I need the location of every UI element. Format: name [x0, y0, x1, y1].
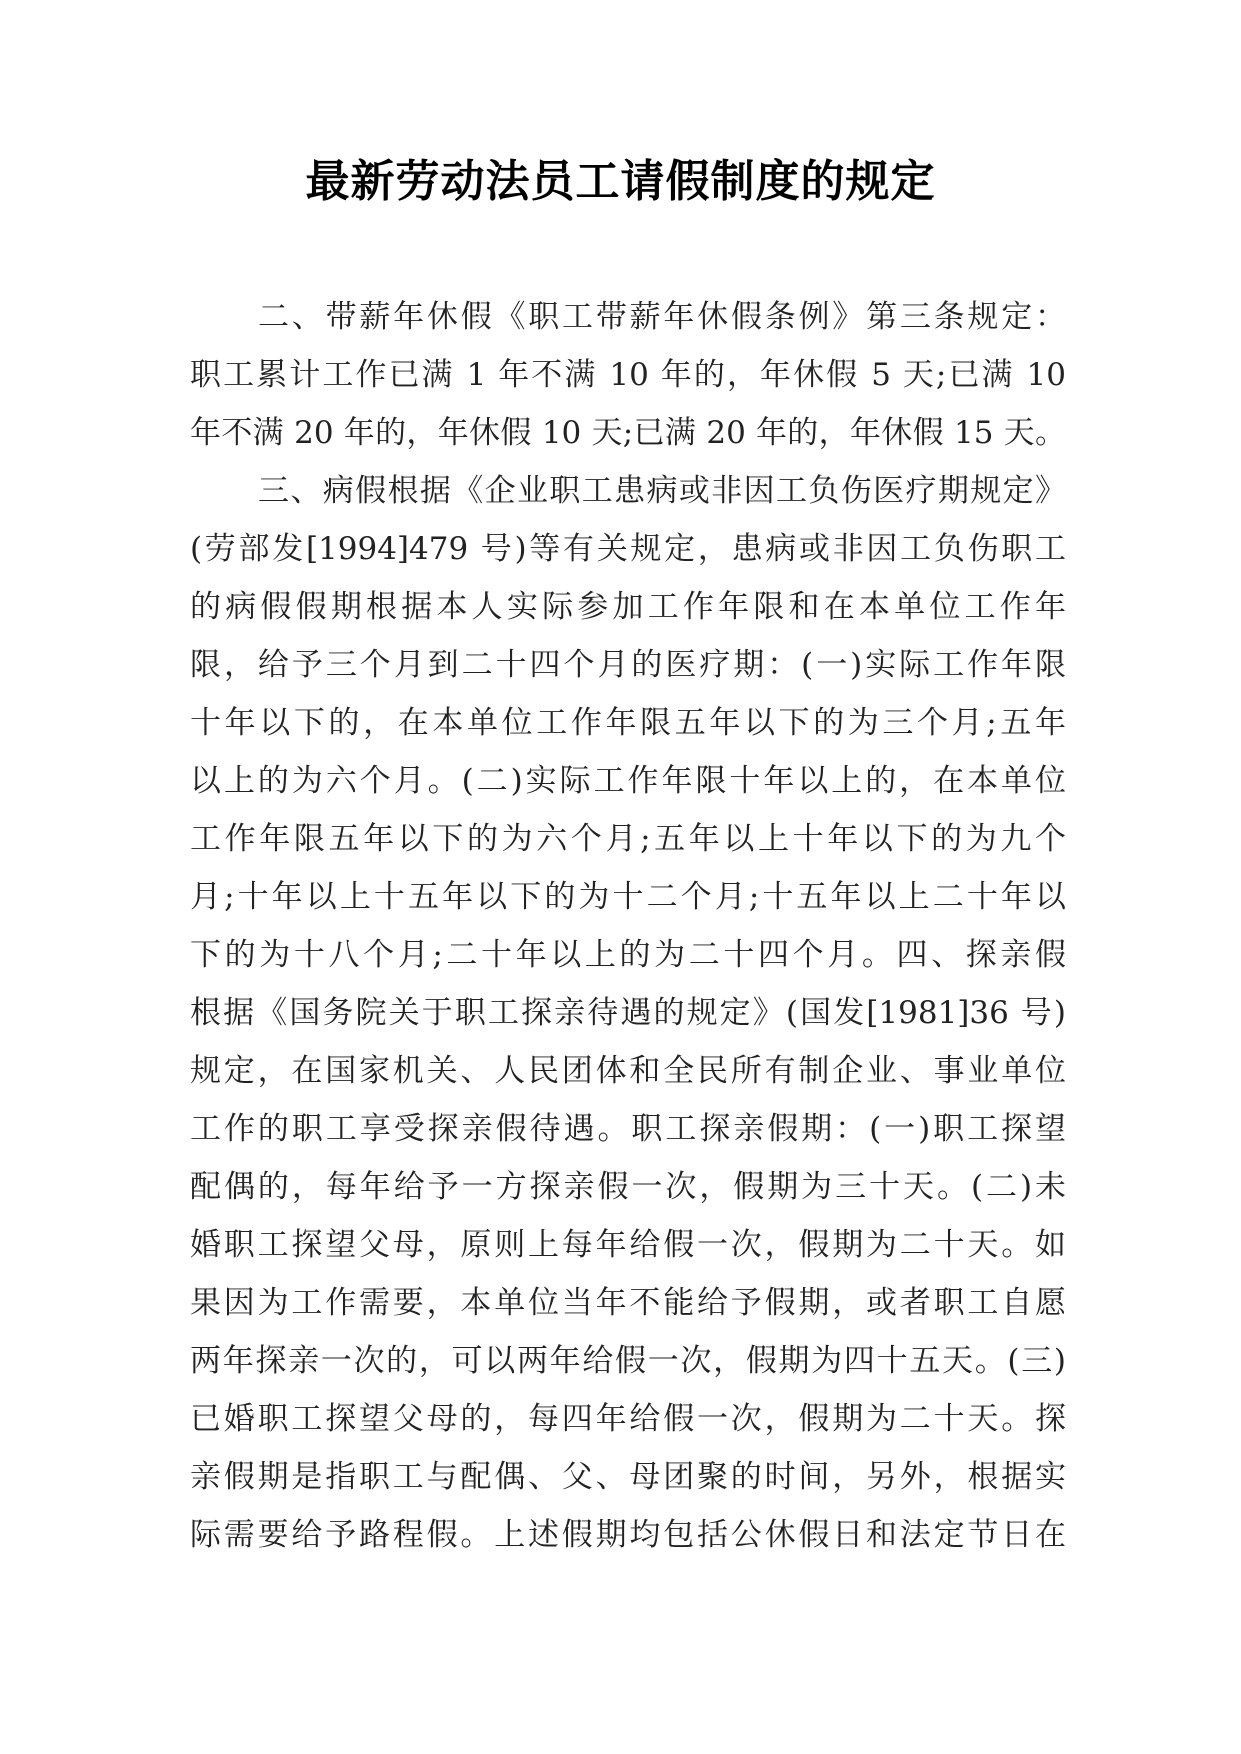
document-body — [190, 288, 1066, 1564]
paragraph-line: 下的为十八个月;二十年以上的为二十四个月。四、探亲假 — [190, 937, 1066, 973]
paragraph-line: 二、带薪年休假《职工带薪年休假条例》第三条规定： — [258, 299, 1066, 335]
paragraph-line: 十年以下的，在本单位工作年限五年以下的为三个月;五年 — [190, 705, 1066, 741]
paragraph-line: 配偶的，每年给予一方探亲假一次，假期为三十天。(二)未 — [190, 1169, 1066, 1205]
paragraph-line: 年不满 20 年的，年休假 10 天;已满 20 年的，年休假 15 天。 — [190, 415, 1066, 451]
paragraph-line: 果因为工作需要，本单位当年不能给予假期，或者职工自愿 — [190, 1285, 1066, 1321]
paragraph-line: 已婚职工探望父母的，每四年给假一次，假期为二十天。探 — [190, 1401, 1066, 1437]
paragraph-line: 月;十年以上十五年以下的为十二个月;十五年以上二十年以 — [190, 879, 1066, 915]
paragraph-line: 工作年限五年以下的为六个月;五年以上十年以下的为九个 — [190, 821, 1066, 857]
paragraph-line: 限，给予三个月到二十四个月的医疗期：(一)实际工作年限 — [190, 647, 1066, 683]
paragraph-line: 根据《国务院关于职工探亲待遇的规定》(国发[1981]36 号) — [190, 995, 1066, 1031]
paragraph-line: 的病假假期根据本人实际参加工作年限和在本单位工作年 — [190, 589, 1066, 625]
paragraph-line: 规定，在国家机关、人民团体和全民所有制企业、事业单位 — [190, 1053, 1066, 1089]
paragraph-line: 职工累计工作已满 1 年不满 10 年的，年休假 5 天;已满 10 — [190, 357, 1066, 393]
paragraph-line: 两年探亲一次的，可以两年给假一次，假期为四十五天。(三) — [190, 1343, 1066, 1379]
paragraph-line: 际需要给予路程假。上述假期均包括公休假日和法定节日在 — [190, 1517, 1066, 1553]
paragraph-line: 工作的职工享受探亲假待遇。职工探亲假期：(一)职工探望 — [190, 1111, 1066, 1147]
paragraph-line: 三、病假根据《企业职工患病或非因工负伤医疗期规定》 — [258, 473, 1066, 509]
paragraph-line: (劳部发[1994]479 号)等有关规定，患病或非因工负伤职工 — [190, 531, 1066, 567]
paragraph-line: 亲假期是指职工与配偶、父、母团聚的时间，另外，根据实 — [190, 1459, 1066, 1495]
paragraph-line: 以上的为六个月。(二)实际工作年限十年以上的，在本单位 — [190, 763, 1066, 799]
paragraph-line: 婚职工探望父母，原则上每年给假一次，假期为二十天。如 — [190, 1227, 1066, 1263]
document-title: 最新劳动法员工请假制度的规定 — [305, 156, 936, 207]
